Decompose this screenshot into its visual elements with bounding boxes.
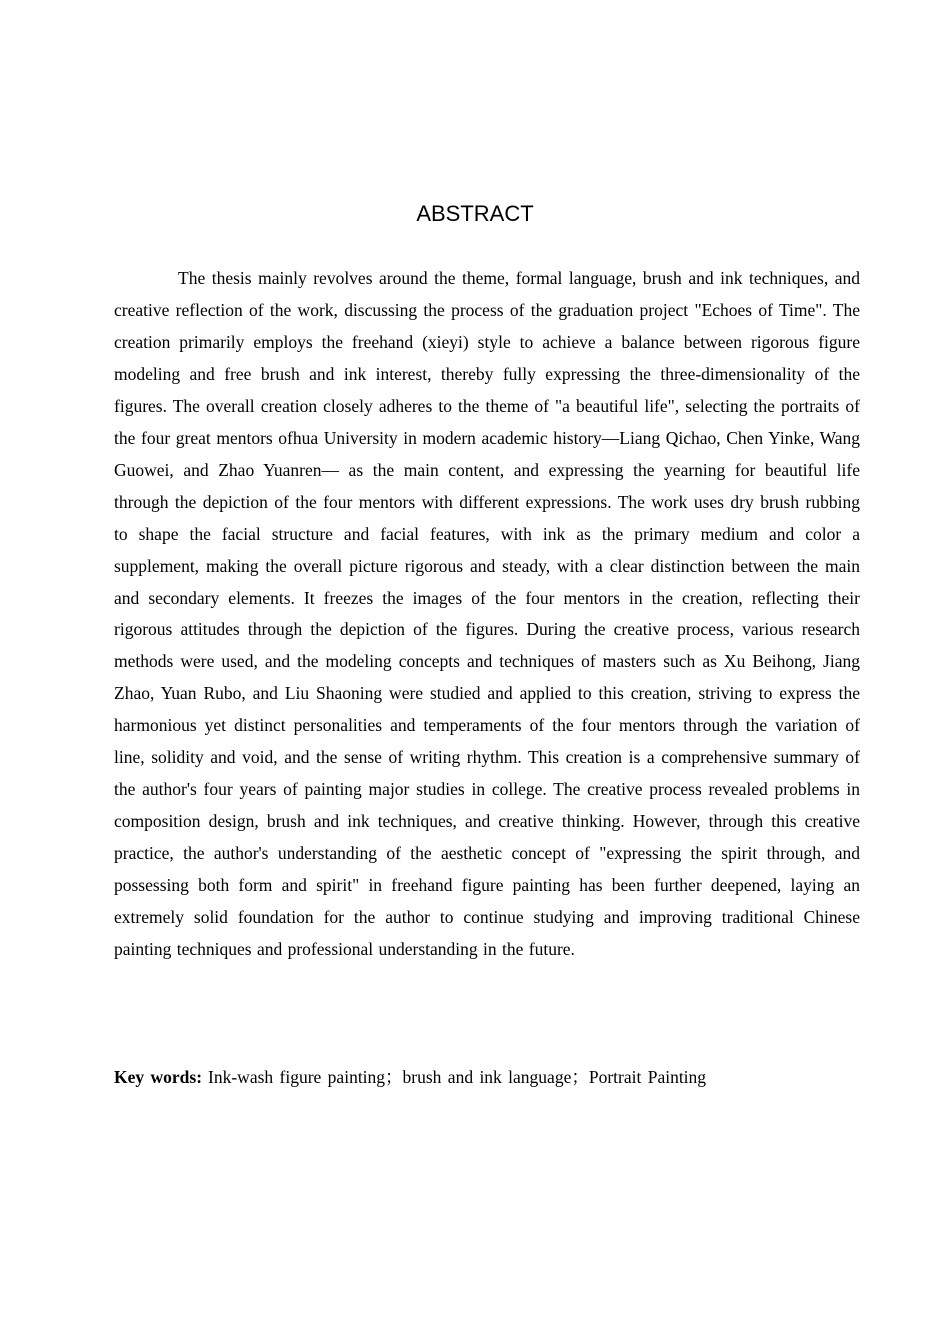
keywords-list: Ink-wash figure painting；brush and ink language；Portrait Painting [208, 1067, 707, 1087]
abstract-title: ABSTRACT [416, 201, 534, 226]
keywords-label: Key words: [114, 1067, 203, 1087]
keywords-line [114, 1061, 860, 1093]
abstract-paragraph: The thesis mainly revolves around the theme, formal language, brush and ink techniques, and creative reflection of the work, discussing the process of the graduation project "Echoes of Time". The creation primarily employs the freehand (xieyi) style to achieve a balance between rigorous figure modeling and free brush and ink interest, thereby fully expressing the three-dimensionality of the figures. The overall creation closely adheres to the theme of "a beautiful life", selecting the portraits of the four great mentors ofhua University in modern academic history—Liang Qichao, Chen Yinke, Wang Guowei, and Zhao Yuanren— as the main content, and expressing the yearning for beautiful life through the depiction of the four mentors with different expressions. The work uses dry brush rubbing to shape the facial structure and facial features, with ink as the primary medium and color a supplement, making the overall picture rigorous and steady, with a clear distinction between the main and secondary elements. It freezes the images of the four mentors in the creation, reflecting their rigorous attitudes through the depiction of the figures. During the creative process, various research methods were used, and the modeling concepts and techniques of masters such as Xu Beihong, Jiang Zhao, Yuan Rubo, and Liu Shaoning were studied and applied to this creation, striving to express the harmonious yet distinct personalities and temperaments of the four mentors through the variation of line, solidity and void, and the sense of writing rhythm. This creation is a comprehensive summary of the author's four years of painting major studies in college. The creative process revealed problems in composition design, brush and ink techniques, and creative thinking. However, through this creative practice, the author's understanding of the aesthetic concept of "expressing the spirit through, and possessing both form and spirit" in freehand figure painting has been further deepened, laying an extremely solid foundation for the author to continue studying and improving traditional Chinese painting techniques and professional understanding in the future. [114, 268, 860, 960]
